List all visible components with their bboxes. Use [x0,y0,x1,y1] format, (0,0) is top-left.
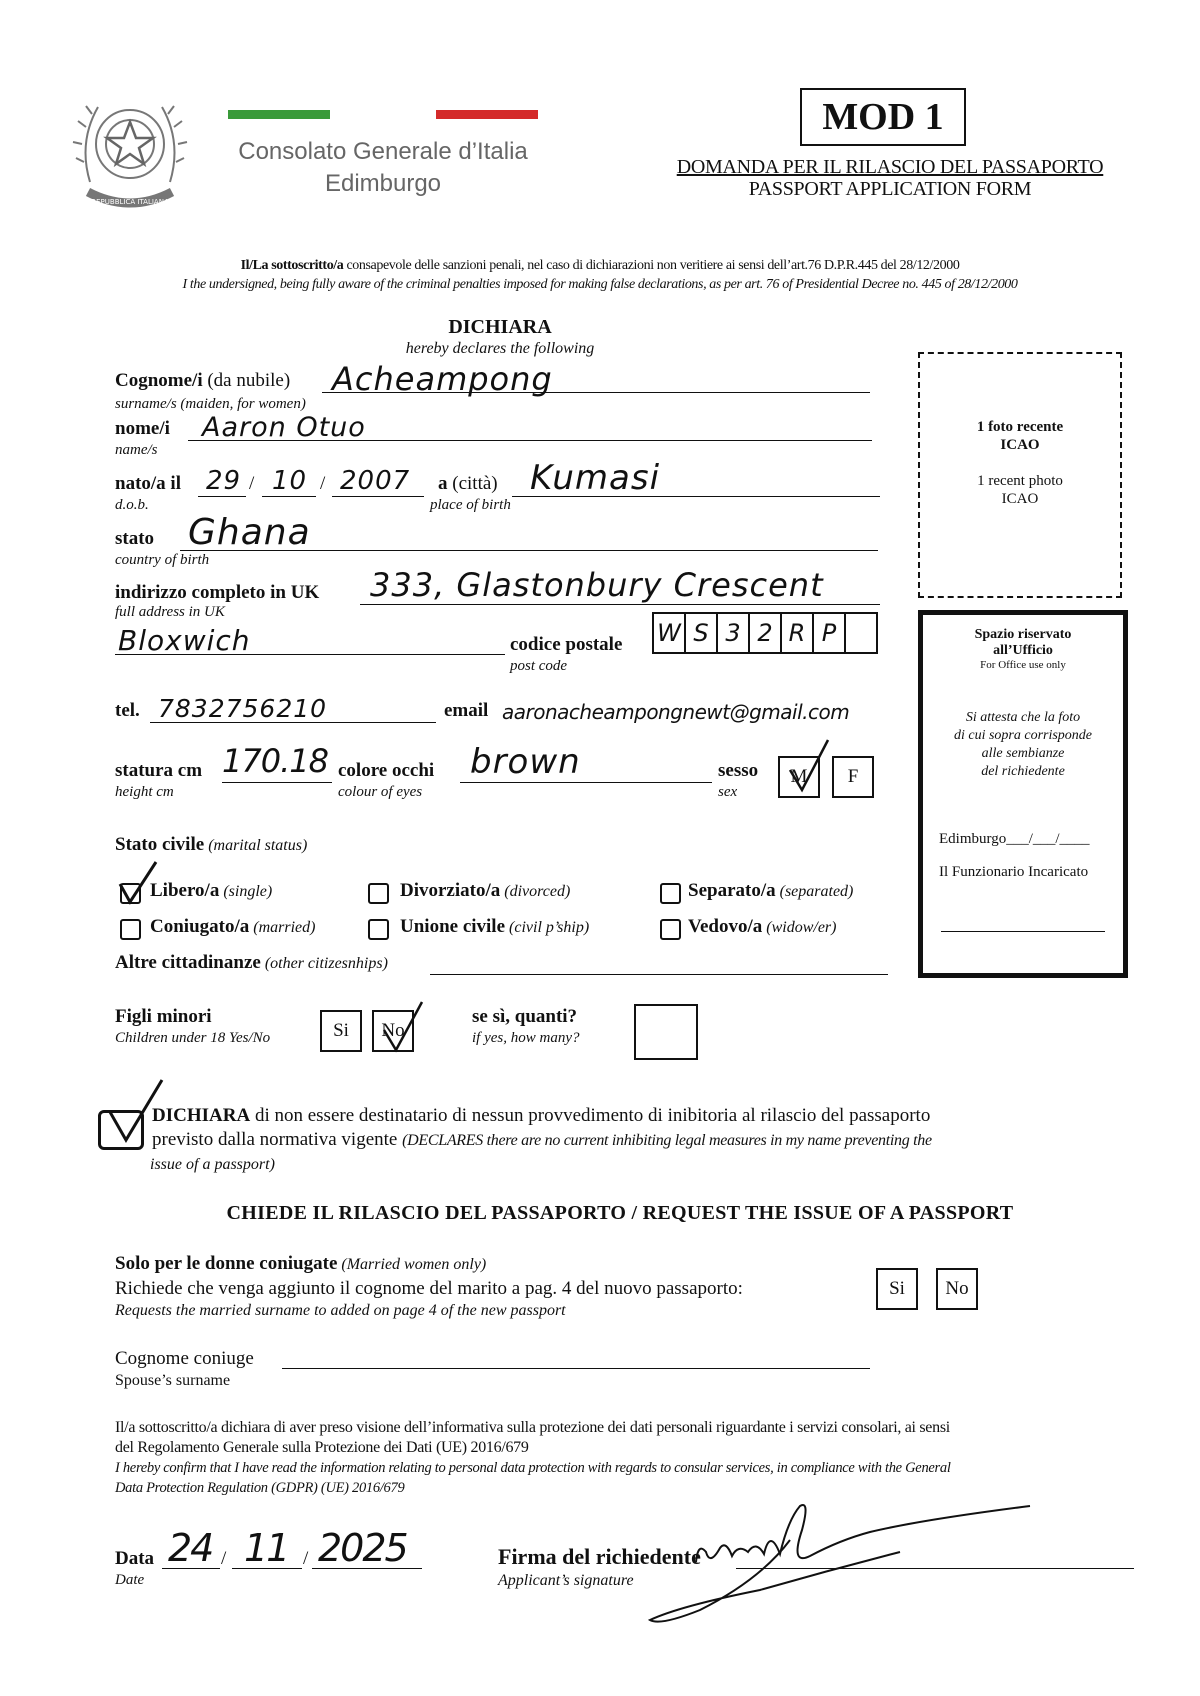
surname-sublabel: surname/s (maiden, for women) [115,396,306,412]
height-value[interactable]: 170.18 [222,742,328,780]
married-yes-box[interactable]: Si [876,1268,918,1310]
city-label: a (città) [438,473,498,494]
photo-label-en: 1 recent photo [977,473,1063,489]
other-citizenships-field[interactable] [430,974,888,975]
spouse-label: Cognome coniuge [115,1348,254,1369]
form-title-en: PASSPORT APPLICATION FORM [748,178,1032,200]
country-value[interactable]: Ghana [188,512,311,553]
postcode-char: W [654,614,686,652]
svg-text:Aaron: Aaron [700,1570,703,1571]
dob-day[interactable]: 29 [206,466,242,496]
sex-f-box[interactable]: F [832,756,874,798]
date-sublabel: Date [115,1572,145,1588]
civil-option-single[interactable]: Libero/a (single) [120,880,272,902]
height-label: statura cm [115,760,203,781]
check-icon [116,858,160,906]
spouse-sublabel: Spouse’s surname [115,1372,231,1389]
address-value-line1[interactable]: 333, Glastonbury Crescent [370,566,824,604]
postcode-sublabel: post code [510,658,568,674]
email-value[interactable]: aaronacheampongnewt@gmail.com [502,700,850,724]
civil-option-divorced[interactable]: Divorziato/a (divorced) [368,880,570,902]
date-month[interactable]: 11 [244,1526,289,1570]
date-day[interactable]: 24 [168,1526,213,1570]
civil-option-separated[interactable]: Separato/a (separated) [660,880,853,902]
privacy-text: Il/a sottoscritto/a dichiara di aver preso visione dell’informativa sulla protezione dei dati personali riguardante i servizi consolari, ai sensi del Regolamento Generale sulla Protezione dei Dati (UE) 2016/679 I hereby confirm that I have read the information relating to personal data protection with regards to consular services, in compliance with the General Data Protection Regulation (GDPR) (UE) 2016/679 [115,1419,951,1496]
civil-status-label: Stato civile (marital status) [115,834,308,855]
intro-it: Il/La sottoscritto/a consapevole delle sanzioni penali, nel caso di dichiarazioni non veritiere ai sensi dell’art.76 D.P.R.445 del 28/12/2000 [240,258,960,273]
form-title-it: DOMANDA PER IL RILASCIO DEL PASSAPORTO [676,156,1104,178]
postcode-char [846,614,876,652]
children-count-box[interactable] [634,1004,698,1060]
office-box: Spazio riservato all’Ufficio For Office use only Si attesta che la foto di cui sopra corrisponde alle sembianze del richiedente Edimburgo___/___/____ Il Funzionario Incaricato [918,610,1128,978]
postcode-char: S [686,614,718,652]
tel-value[interactable]: 7832756210 [158,694,328,723]
sex-label: sesso [718,760,759,781]
postcode-boxes[interactable] [652,612,878,654]
office-official: Il Funzionario Incaricato [939,864,1089,880]
eyes-label: colore occhi [338,760,435,781]
applicant-signature[interactable] [640,1500,1040,1630]
postcode-char: P [814,614,846,652]
sex-sublabel: sex [718,784,738,800]
name-label: nome/i [115,418,170,439]
children-how-many-sublabel: if yes, how many? [472,1030,580,1046]
eyes-sublabel: colour of eyes [338,784,423,800]
form-code: MOD 1 [800,88,966,146]
email-label: email [444,700,489,721]
country-label: stato [115,528,155,549]
civil-option-civil-union[interactable]: Unione civile (civil p’ship) [368,916,589,938]
date-label: Data [115,1548,155,1569]
country-sublabel: country of birth [115,552,210,568]
check-icon [378,1000,428,1056]
flag-bar [228,106,538,115]
date-year[interactable]: 2025 [318,1526,407,1570]
office-date: Edimburgo___/___/____ [939,831,1090,847]
name-sublabel: name/s [115,442,158,458]
check-icon [784,736,834,796]
photo-label-it: 1 foto recente [976,419,1064,435]
civil-option-widowed[interactable]: Vedovo/a (widow/er) [660,916,836,938]
postcode-char: 2 [750,614,782,652]
signature-label: Firma del richiedente [498,1544,701,1569]
signature-sublabel: Applicant’s signature [498,1572,634,1589]
name-value[interactable]: Aaron Otuo [202,412,366,443]
children-yes-box[interactable]: Si [320,1010,362,1052]
svg-text:REPUBBLICA ITALIANA: REPUBBLICA ITALIANA [91,198,169,206]
children-how-many-label: se sì, quanti? [472,1006,578,1027]
married-no-box[interactable]: No [936,1268,978,1310]
spouse-field[interactable] [282,1368,870,1369]
tel-label: tel. [115,700,140,721]
address-sublabel: full address in UK [115,604,225,620]
state-emblem [70,82,190,217]
other-citizenships-label: Altre cittadinanze (other citizesnhips) [115,952,388,973]
surname-value[interactable]: Acheampong [332,360,553,398]
intro-en: I the undersigned, being fully aware of the criminal penalties imposed for making false declarations, as per art. 76 of Presidential Decree no. 445 of 28/12/2000 [182,277,1018,292]
address-label: indirizzo completo in UK [115,582,320,603]
dob-year[interactable]: 2007 [340,466,411,496]
children-sublabel: Children under 18 Yes/No [115,1030,271,1046]
postcode-label: codice postale [510,634,623,655]
sex-m-box[interactable]: M [778,756,820,798]
dob-label: nato/a il [115,473,181,494]
dichiara-title: DICHIARA [448,316,552,338]
city-value[interactable]: Kumasi [530,458,661,498]
children-no-box[interactable]: No [372,1010,414,1052]
dob-sublabel: d.o.b. [115,497,149,513]
civil-option-married[interactable]: Coniugato/a (married) [120,916,315,938]
married-women-section: Solo per le donne coniugate (Married women only) Richiede che venga aggiunto il cognome del marito a pag. 4 del nuovo passaporto: Requests the married surname to added on page 4 of the new passport [115,1253,743,1319]
surname-label: Cognome/i (da nubile) [115,370,291,391]
photo-box: 1 foto recente ICAO 1 recent photo ICAO [918,352,1122,598]
height-sublabel: height cm [115,784,174,800]
consulate-name: Consolato Generale d’Italia Edimburgo [238,138,528,197]
declaration-text: DICHIARA di non essere destinatario di nessun provvedimento di inibitoria al rilascio del passaporto previsto dalla normativa vigente (DECLARES there are no current inhibiting legal measures in my name preventing the issue of a passport) [150,1105,932,1173]
postcode-char: R [782,614,814,652]
dob-month[interactable]: 10 [272,466,308,496]
eyes-value[interactable]: brown [470,742,581,782]
city-sublabel: place of birth [430,497,511,513]
request-title: CHIEDE IL RILASCIO DEL PASSAPORTO / REQUEST THE ISSUE OF A PASSPORT [226,1202,1014,1224]
postcode-char: 3 [718,614,750,652]
children-label: Figli minori [115,1006,212,1027]
dichiara-subtitle: hereby declares the following [405,340,595,357]
address-value-line2[interactable]: Bloxwich [118,624,251,657]
